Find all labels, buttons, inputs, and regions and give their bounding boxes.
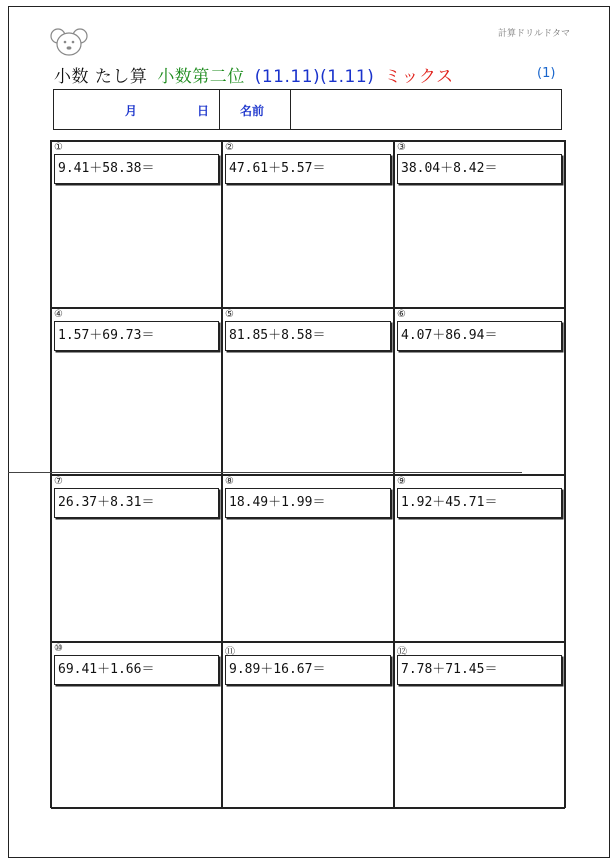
- problem-cell: [394, 141, 565, 308]
- problem-number: ⑥: [397, 309, 406, 320]
- worksheet-title: [54, 62, 458, 87]
- problem-expression: 4.07＋86.94＝: [397, 321, 562, 351]
- problem-grid: [50, 140, 566, 808]
- problem-number: ⑨: [397, 476, 406, 487]
- problem-number: ⑪: [225, 647, 235, 658]
- problem-cell: [222, 308, 394, 475]
- problem-cell: [222, 141, 394, 308]
- problem-number: ⑩: [54, 643, 63, 654]
- title-mix: ミックス: [384, 67, 454, 87]
- problem-number: ⑫: [397, 647, 407, 658]
- title-format: (11.11)(1.11): [254, 67, 375, 87]
- problem-expression: 81.85＋8.58＝: [225, 321, 391, 351]
- date-divider: [219, 90, 220, 129]
- problem-expression: 1.57＋69.73＝: [54, 321, 219, 351]
- title-level: 小数第二位: [157, 67, 245, 87]
- problem-expression: 9.89＋16.67＝: [225, 655, 391, 685]
- page-number: (1): [537, 66, 556, 81]
- problem-expression: 1.92＋45.71＝: [397, 488, 562, 518]
- problem-expression: 38.04＋8.42＝: [397, 154, 562, 184]
- month-label: 月: [125, 104, 138, 118]
- problem-number: ②: [225, 142, 234, 153]
- mouse-logo-icon: [50, 27, 88, 57]
- problem-cell: [222, 475, 394, 642]
- stray-rule: [8, 472, 522, 473]
- problem-expression: 9.41＋58.38＝: [54, 154, 219, 184]
- problem-cell: [222, 642, 394, 809]
- problem-cell: [394, 308, 565, 475]
- problem-number: ③: [397, 142, 406, 153]
- problem-expression: 7.78＋71.45＝: [397, 655, 562, 685]
- problem-number: ④: [54, 309, 63, 320]
- name-date-box: [53, 89, 562, 130]
- name-label: 名前: [240, 104, 265, 118]
- problem-cell: [51, 475, 222, 642]
- problem-expression: 18.49＋1.99＝: [225, 488, 391, 518]
- problem-number: ⑦: [54, 476, 63, 487]
- title-topic: 小数 たし算: [54, 67, 148, 87]
- problem-number: ⑤: [225, 309, 234, 320]
- problem-number: ⑧: [225, 476, 234, 487]
- brand-name: 計算ドリルドタマ: [497, 29, 570, 39]
- problem-number: ①: [54, 142, 63, 153]
- problem-expression: 47.61＋5.57＝: [225, 154, 391, 184]
- problem-cell: [394, 642, 565, 809]
- problem-cell: [51, 308, 222, 475]
- problem-expression: 26.37＋8.31＝: [54, 488, 219, 518]
- problem-expression: 69.41＋1.66＝: [54, 655, 219, 685]
- name-divider: [290, 90, 291, 129]
- problem-cell: [51, 141, 222, 308]
- day-label: 日: [197, 104, 210, 118]
- problem-cell: [51, 642, 222, 809]
- problem-cell: [394, 475, 565, 642]
